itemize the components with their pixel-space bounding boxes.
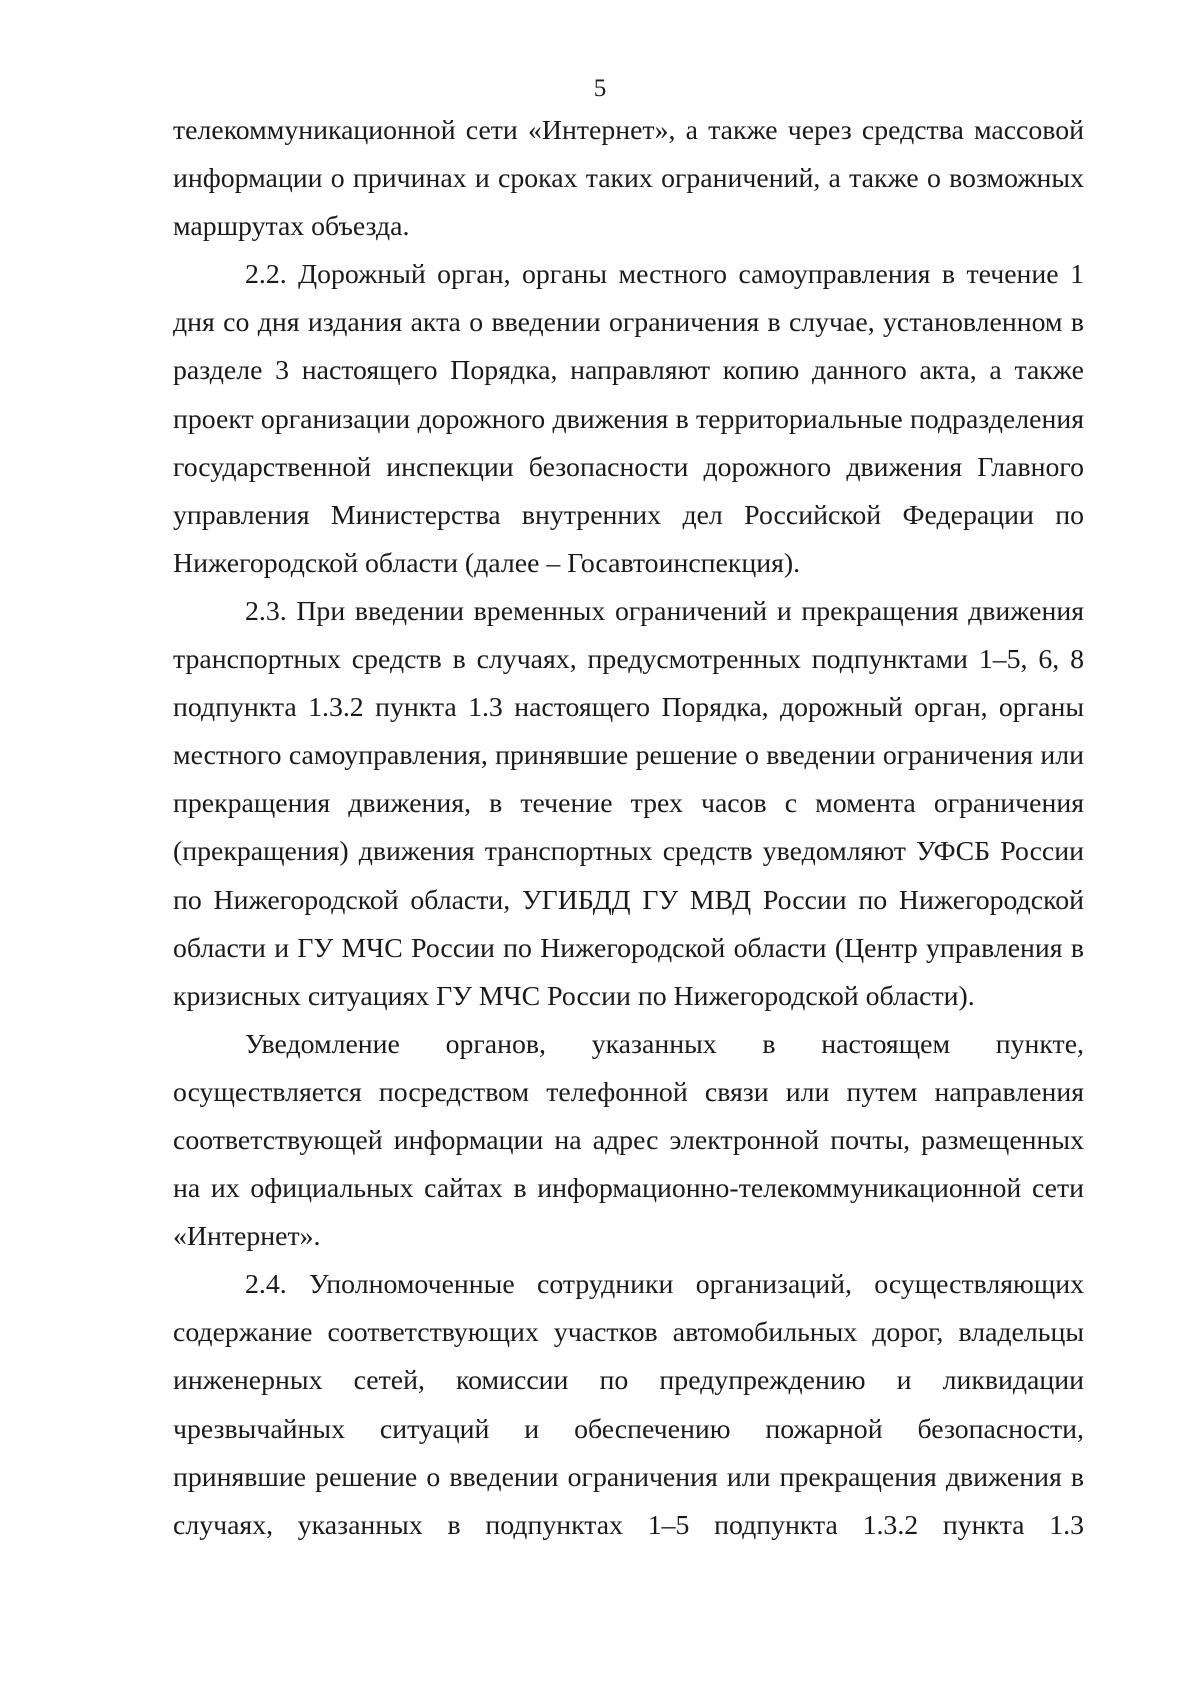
document-body [173, 107, 1084, 1550]
paragraph-clause-2-4: 2.4. Уполномоченные сотрудники организаций, осуществляющих содержание соответствующих участков автомобильных дорог, владельцы инженерных сетей, комиссии по предупреждению и ликвидации чрезвычайных ситуаций и обеспечению пожарной безопасности, принявшие решение о введении ограничения или прекращения движения в случаях, указанных в подпунктах 1–5 подпункта 1.3.2 пункта 1.3 [173, 1269, 1084, 1541]
paragraph-notification: Уведомление органов, указанных в настоящем пункте, осуществляется посредством телефонной связи или путем направления соответствующей информации на адрес электронной почты, размещенных на их официальных сайтах в информационно-телекоммуникационной сети «Интернет». [173, 1028, 1084, 1253]
page-number: 5 [593, 75, 607, 102]
paragraph-clause-2-2: 2.2. Дорожный орган, органы местного самоуправления в течение 1 дня со дня издания акта о введении ограничения в случае, установленном в разделе 3 настоящего Порядка, направляют копию данного акта, а также проект организации дорожного движения в территориальные подразделения государственной инспекции безопасности дорожного движения Главного управления Министерства внутренних дел Российской Федерации по Нижегородской области (далее – Госавтоинспекция). [173, 259, 1084, 579]
paragraph-clause-2-3: 2.3. При введении временных ограничений и прекращения движения транспортных средств в случаях, предусмотренных подпунктами 1–5, 6, 8 подпункта 1.3.2 пункта 1.3 настоящего Порядка, дорожный орган, органы местного самоуправления, принявшие решение о введении ограничения или прекращения движения, в течение трех часов с момента ограничения (прекращения) движения транспортных средств уведомляют УФСБ России по Нижегородской области, УГИБДД ГУ МВД России по Нижегородской области и ГУ МЧС России по Нижегородской области (Центр управления в кризисных ситуациях ГУ МЧС России по Нижегородской области). [173, 595, 1084, 1012]
paragraph-continuation: телекоммуникационной сети «Интернет», а также через средства массовой информации о причинах и сроках таких ограничений, а также о возможных маршрутах объезда. [173, 115, 1084, 243]
